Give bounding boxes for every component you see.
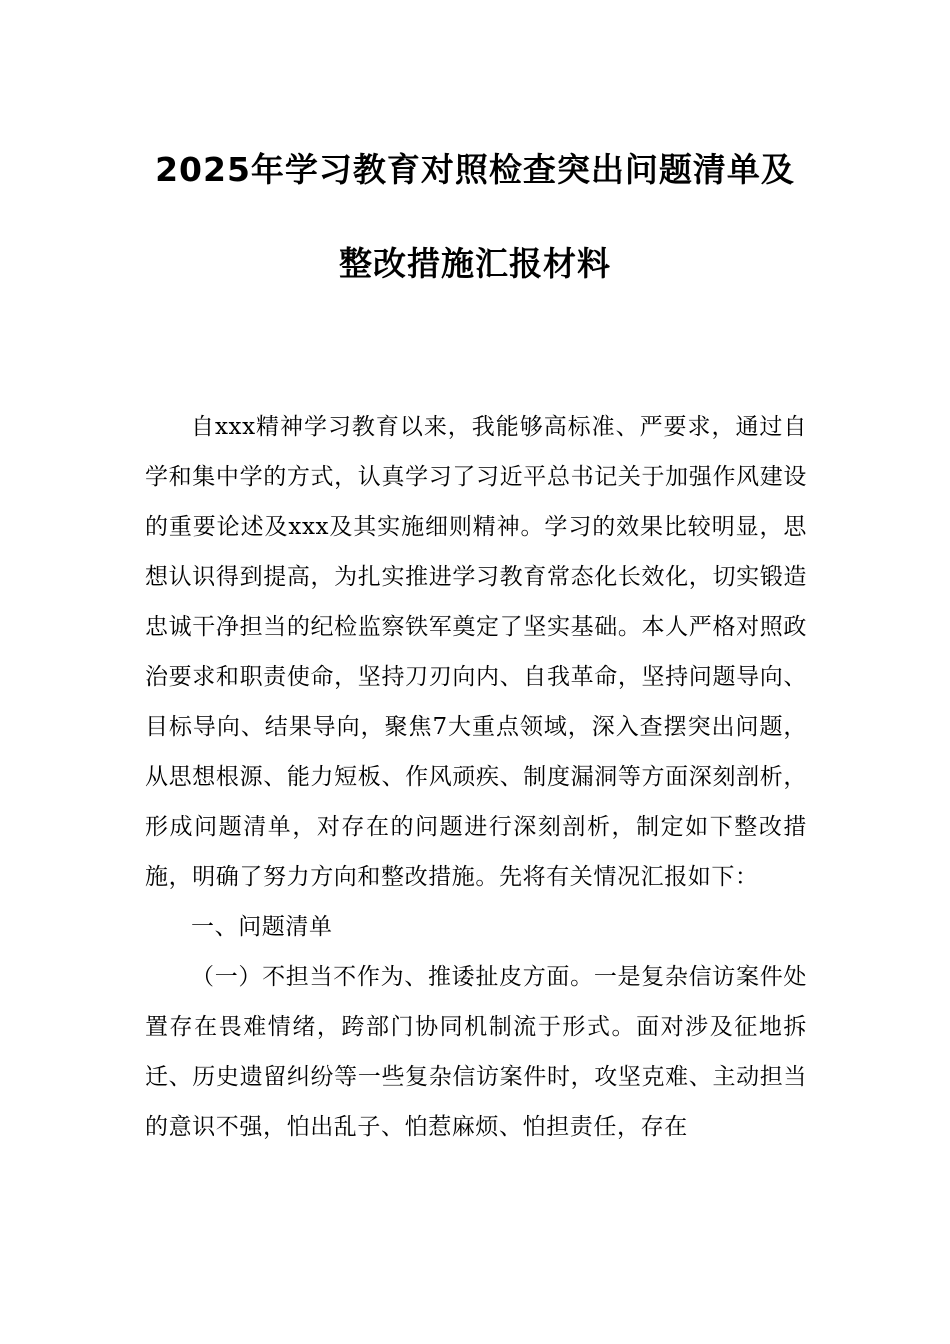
document-title-line-2: 整改措施汇报材料 xyxy=(339,244,611,283)
document-body xyxy=(145,402,807,1152)
section-heading: 一、问题清单 xyxy=(191,914,333,940)
intro-paragraph: 自xxx精神学习教育以来，我能够高标准、严要求，通过自学和集中学的方式，认真学习了习近平总书记关于加强作风建设的重要论述及xxx及其实施细则精神。学习的效果比较明显，思想认识得到提高，为扎实推进学习教育常态化长效化，切实锻造忠诚干净担当的纪检监察铁军奠定了坚实基础。本人严格对照政治要求和职责使命，坚持刀刃向内、自我革命，坚持问题导向、目标导向、结果导向，聚焦7大重点领域，深入查摆突出问题，从思想根源、能力短板、作风顽疾、制度漏洞等方面深刻剖析，形成问题清单，对存在的问题进行深刻剖析，制定如下整改措施，明确了努力方向和整改措施。先将有关情况汇报如下： xyxy=(145,414,807,890)
section-paragraph: （一）不担当不作为、推诿扯皮方面。一是复杂信访案件处置存在畏难情绪，跨部门协同机制流于形式。面对涉及征地拆迁、历史遗留纠纷等一些复杂信访案件时，攻坚克难、主动担当的意识不强，怕出乱子、怕惹麻烦、怕担责任，存在 xyxy=(145,964,807,1140)
document-title-line-1: 2025年学习教育对照检查突出问题清单及 xyxy=(155,150,795,189)
